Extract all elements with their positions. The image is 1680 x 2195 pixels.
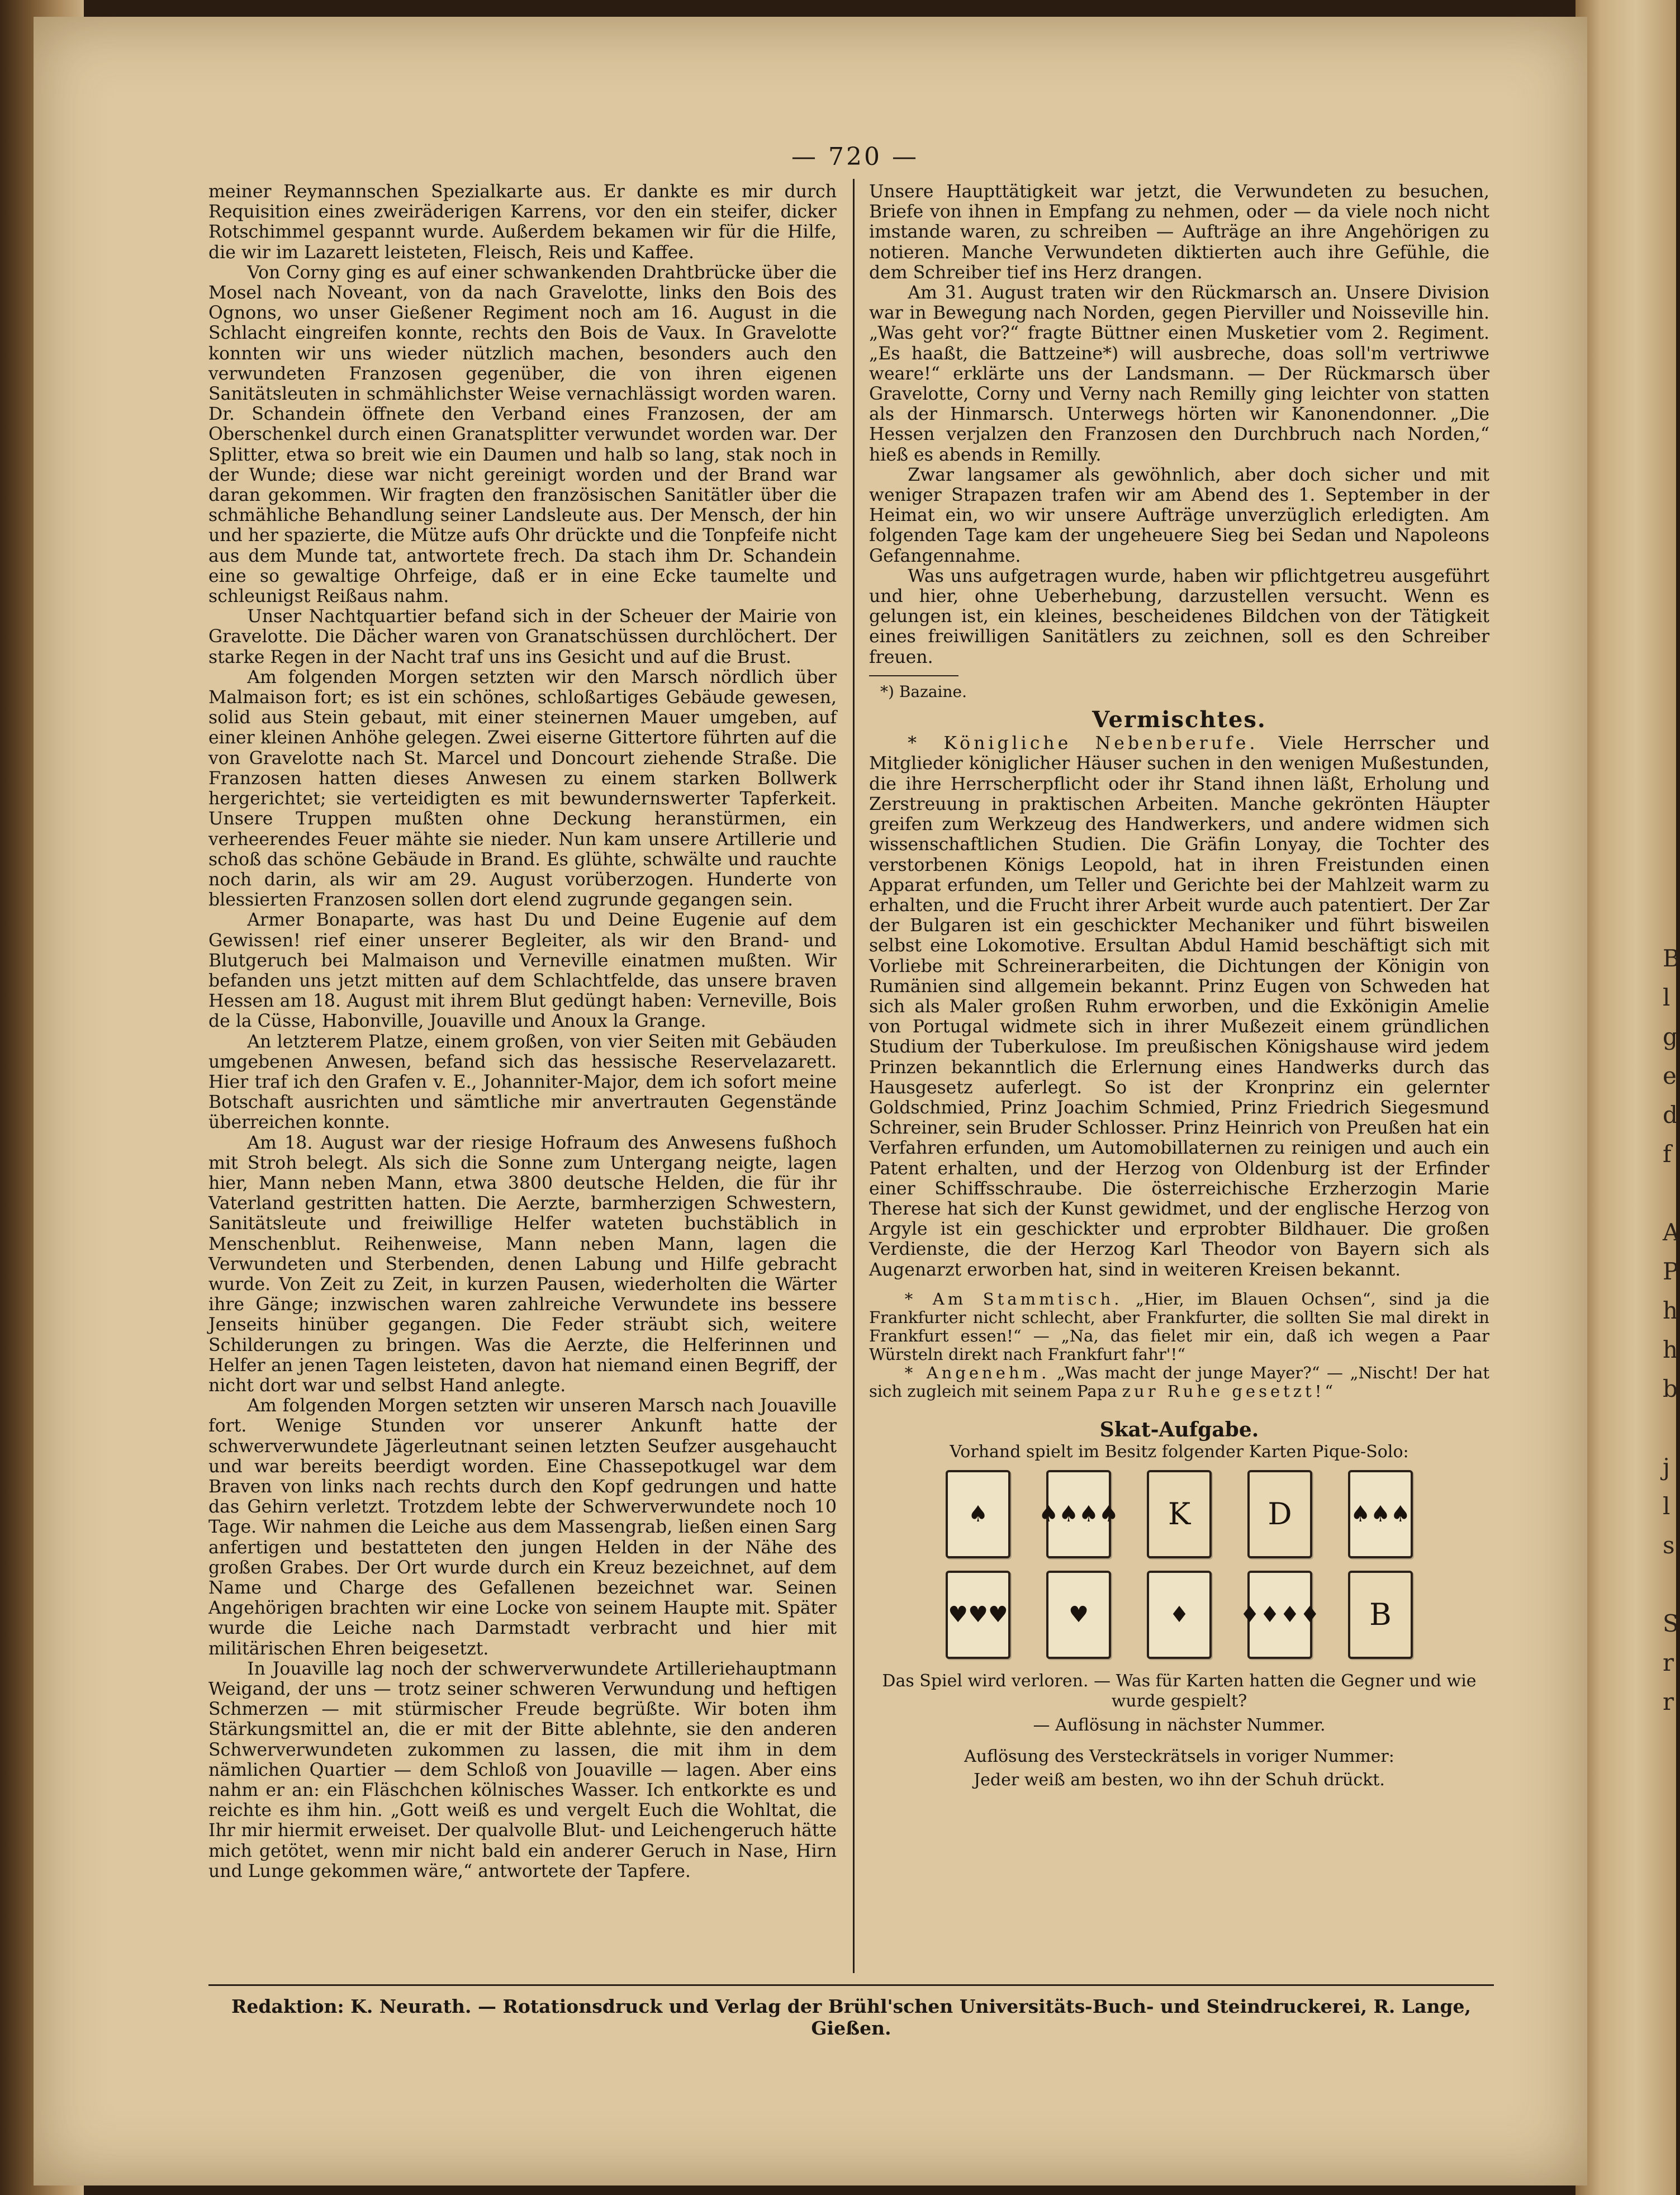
playing-card: ♦♦♦♦ bbox=[1247, 1571, 1312, 1659]
card-row-1 bbox=[869, 1470, 1489, 1558]
skat-question: Das Spiel wird verloren. — Was für Karten hatten die Gegner und wie wurde gespielt? bbox=[882, 1671, 1477, 1712]
paragraph: Zwar langsamer als gewöhnlich, aber doch sicher und mit weniger Strapazen trafen wir am Abend des 1. September in der Heimat ein, wo wir unsere Aufträge unverzüglich erledigten. Am folgenden Tage kam der ungeheuere Sieg bei Sedan und Napoleons Gefangennahme. bbox=[869, 464, 1489, 566]
playing-card: K bbox=[1147, 1470, 1212, 1558]
section-title: Vermischtes. bbox=[1092, 707, 1266, 733]
playing-card: B bbox=[1348, 1571, 1413, 1659]
paragraph: Unser Nachtquartier befand sich in der Scheuer der Mairie von Gravelotte. Die Dächer waren von Granatschüssen durchlöchert. Der starke Regen in der Nacht traf uns ins Gesicht und auf die Brust. bbox=[208, 606, 837, 667]
playing-card: ♠♠♠ bbox=[1348, 1470, 1413, 1558]
footnote-rule bbox=[869, 675, 958, 676]
news-item bbox=[869, 1290, 1489, 1364]
playing-card: ♥ bbox=[1046, 1571, 1111, 1659]
playing-card: ♠♠♠♠ bbox=[1046, 1470, 1111, 1558]
prev-solution-title: Auflösung des Versteckrätsels in voriger Nummer: bbox=[964, 1746, 1394, 1766]
paragraph: Am 31. August traten wir den Rückmarsch an. Unsere Division war in Bewegung nach Norden, gegen Pierviller und Noisseville hin. „Was geht vor?“ fragte Büttner einen Musketier vom 2. Regiment. „Es haaßt, die Battzeine*) will ausbreche, doas soll'm vertriwwe weare!“ erklärte uns der Landsmann. — Der Rückmarsch über Gravelotte, Corny und Verny nach Remilly ging leichter von statten als der Hinmarsch. Unterwegs hörten wir Kanonendonner. „Die Hessen verjalzen den Franzosen den Durchbruch nach Norden,“ hieß es abends in Remilly. bbox=[869, 283, 1489, 465]
paragraph: Am folgenden Morgen setzten wir unseren Marsch nach Jouaville fort. Wenige Stunden vor unserer Ankunft hatte der schwerverwundete Jägerleutnant seinen letzten Seufzer ausgehaucht und war bereits beerdigt worden. Eine Chassepotkugel war dem Braven von links nach rechts durch den Kopf gedrungen und hatte das Gehirn verletzt. Trotzdem lebte der Schwerverwundete noch 10 Tage. Wir nahmen die Leiche aus dem Massengrab, ließen einen Sarg anfertigen und bestatteten den jungen Helden in der Nähe des großen Grabes. Der Ort wurde durch ein Kreuz bezeichnet, auf dem Name und Charge des Gefallenen bezeichnet war. Seinen Angehörigen brachten wir eine Locke von seinem Haupte mit. Später wurde die Leiche nach Darmstadt verbracht und hier mit militärischen Ehren beigesetzt. bbox=[208, 1396, 837, 1659]
prev-solution-answer: Jeder weiß am besten, wo ihn der Schuh drückt. bbox=[974, 1770, 1385, 1790]
playing-card: D bbox=[1247, 1470, 1312, 1558]
item-tail: zur Ruhe gesetzt!“ bbox=[1122, 1381, 1337, 1401]
item-lead: * Am Stammtisch. bbox=[904, 1289, 1123, 1309]
book-gutter-right bbox=[1575, 0, 1680, 2195]
card-row-2 bbox=[869, 1571, 1489, 1659]
playing-card: ♦ bbox=[1147, 1571, 1212, 1659]
item-text: „Was macht der junge Mayer?“ — „Nischt! Der hat sich zugleich mit seinem Papa bbox=[869, 1363, 1489, 1401]
paragraph: Am folgenden Morgen setzten wir den Marsch nördlich über Malmaison fort; es ist ein schönes, schloßartiges Gebäude gewesen, solid aus Stein gebaut, mit einer steinernen Mauer umgeben, auf einer kleinen Anhöhe gelegen. Zwei eiserne Gittertore führten auf die von Gravelotte nach St. Marcel und Doncourt ziehende Straße. Die Franzosen hatten dieses Anwesen zu einem starken Bollwerk hergerichtet; sie verteidigten es mit bewundernswerter Tapferkeit. Unsere Truppen mußten ohne Deckung heranstürmen, ein verheerendes Feuer mähte sie nieder. Nun kam unsere Artillerie und schoß das schöne Gebäude in Brand. Es glühte, schwälte und rauchte noch darin, als wir am 29. August vorüberzogen. Hunderte von blessierten Franzosen sollen dort elend zugrunde gegangen sein. bbox=[208, 667, 837, 911]
paragraph: Was uns aufgetragen wurde, haben wir pflichtgetreu ausgeführt und hier, ohne Ueberhebung, darzustellen versucht. Wenn es gelungen ist, ein kleines, bescheidenes Bildchen von der Tätigkeit eines freiwilligen Sanitätlers zu zeichnen, soll es den Schreiber freuen. bbox=[869, 566, 1489, 667]
imprint-footer: Redaktion: K. Neurath. — Rotationsdruck und Verlag der Brühl'schen Universitäts-Buch- und Steindruckerei, R. Lange, Gießen. bbox=[231, 1995, 1472, 2039]
news-item bbox=[869, 1364, 1489, 1401]
paragraph: Unsere Haupttätigkeit war jetzt, die Verwundeten zu besuchen, Briefe von ihnen in Empfang zu nehmen, oder — da viele noch nicht imstande waren, zu schreiben — Aufträge an ihre Angehörigen zu notieren. Manche Verwundeten diktierten auch ihre Gefühle, die dem Schreiber tief ins Herz drangen. bbox=[869, 182, 1489, 283]
right-column bbox=[869, 182, 1489, 1965]
skat-title: Skat-Aufgabe. bbox=[1099, 1417, 1259, 1442]
skat-subtitle: Vorhand spielt im Besitz folgender Karten Pique-Solo: bbox=[950, 1442, 1409, 1462]
skat-resolution-note: — Auflösung in nächster Nummer. bbox=[1033, 1715, 1326, 1735]
paragraph: Von Corny ging es auf einer schwankenden Drahtbrücke über die Mosel nach Noveant, von da nach Gravelotte, links den Bois des Ognons, wo unser Gießener Regiment noch am 16. August in die Schlacht eingreifen konnte, rechts den Bois de Vaux. In Gravelotte konnten wir uns wieder nützlich machen, besonders auch den verwundeten Franzosen gegenüber, die von ihren eigenen Sanitätsleuten in schmählichster Weise vernachlässigt worden waren. Dr. Schandein öffnete den Verband eines Franzosen, der am Oberschenkel durch einen Granatsplitter verwundet worden war. Der Splitter, etwa so breit wie ein Daumen und halb so lang, stak noch in der Wunde; diese war nicht gereinigt worden und der Brand war daran gekommen. Wir fragten den französischen Sanitätler über die schmähliche Behandlung seiner Landsleute aus. Der Mensch, der hin und her spazierte, die Mütze aufs Ohr drückte und die Tonpfeife nicht aus dem Munde tat, antwortete frech. Da stach ihm Dr. Schandein eine so gewaltige Ohrfeige, daß er in eine Ecke taumelte und schleunigst Reißaus nahm. bbox=[208, 262, 837, 607]
news-item bbox=[869, 733, 1489, 1279]
item-lead: * Angenehm. bbox=[904, 1363, 1050, 1382]
next-page-edge-text: B l g e d f A P h h b j l s S r r bbox=[1663, 945, 1680, 1715]
paragraph: An letzterem Platze, einem großen, von vier Seiten mit Gebäuden umgebenen Anwesen, befand sich das hessische Reservelazarett. Hier traf ich den Grafen v. E., Johanniter-Major, dem ich sofort meine Botschaft ausrichten und sämtliche mir anvertrauten Gegenstände überreichen konnte. bbox=[208, 1031, 837, 1133]
item-text: Viele Herrscher und Mitglieder königlicher Häuser suchen in den wenigen Mußestunden, die ihre Herrscherpflicht oder ihr Stand ihnen läßt, Erholung und Zerstreuung in praktischen Arbeiten. Manche gekrönten Häupter greifen zum Werkzeug des Handwerkers, und andere widmen sich wissenschaftlichen Studien. Die Gräfin Lonyay, die Tochter des verstorbenen Königs Leopold, hat in ihren Freistunden einen Apparat erfunden, um Teller und Gerichte bei der Mahlzeit warm zu erhalten, und die Frucht ihrer Arbeit wurde auch patentiert. Der Zar der Bulgaren ist ein geschickter Mechaniker und führt bisweilen selbst eine Lokomotive. Ersultan Abdul Hamid beschäftigt sich mit Vorliebe mit Schreinerarbeiten, die Dichtungen der Königin von Rumänien sind allgemein bekannt. Prinz Eugen von Schweden hat sich als Maler großen Ruhm erworben, und die Exkönigin Amelie von Portugal widmete sich in ihrer Mußezeit einem gründlichen Studium der Tuberkulose. Im preußischen Königshause wird jedem Prinzen bekanntlich die Erlernung eines Handwerks durch das Hausgesetz auferlegt. So ist der Kronprinz ein gelernter Goldschmied, Prinz Joachim Schmied, Prinz Friedrich Siegesmund Schreiner, sein Bruder Schlosser. Prinz Heinrich von Preußen hat ein Verfahren erfunden, um Automobillaternen zu reinigen und auch ein Patent erhalten, und der Herzog von Oldenburg ist der Erfinder einer Schiffsschraube. Die österreichische Erzherzogin Marie Therese hat sich der Kunst gewidmet, und der englische Herzog von Argyle ist ein geschickter und erprobter Bildhauer. Die großen Verdienste, die der Herzog Karl Theodor von Bayern sich als Augenarzt erworben hat, sind in weiteren Kreisen bekannt. bbox=[869, 733, 1490, 1280]
footer-rule bbox=[208, 1984, 1494, 1986]
paragraph: Am 18. August war der riesige Hofraum des Anwesens fußhoch mit Stroh belegt. Als sich die Sonne zum Untergang neigte, lagen hier, Mann neben Mann, etwa 3800 deutsche Helden, die für ihr Vaterland gestritten hatten. Die Aerzte, barmherzigen Schwestern, Sanitätsleute und freiwillige Helfer wateten buchstäblich in Menschenblut. Reihenweise, Mann neben Mann, lagen die Verwundeten und Sterbenden, denen Labung und Hilfe gebracht wurde. Von Zeit zu Zeit, in kurzen Pausen, wiederholten die Wärter ihre Gänge; inzwischen waren zahlreiche Verwundete ins bessere Jenseits hinüber gegangen. Die Feder sträubt sich, weitere Schilderungen zu bringen. Was die Aerzte, die Helferinnen und Helfer an jenen Tagen leisteten, davon hat niemand einen Begriff, der nicht dort war und selbst Hand anlegte. bbox=[208, 1132, 837, 1396]
column-divider bbox=[853, 179, 855, 1973]
playing-card: ♥♥♥ bbox=[946, 1571, 1010, 1659]
playing-card: ♠ bbox=[946, 1470, 1010, 1558]
item-text: „Hier, im Blauen Ochsen“, sind ja die Frankfurter nicht schlecht, aber Frankfurter, die sollten Sie mal direkt in Frankfurt essen!“ — „Na, das fielet mir ein, daß ich wegen a Paar Würsteln direkt nach Frankfurt fahr'!“ bbox=[869, 1289, 1490, 1364]
left-column bbox=[208, 182, 837, 1965]
item-lead: * Königliche Nebenberufe. bbox=[908, 733, 1259, 754]
paragraph: Armer Bonaparte, was hast Du und Deine Eugenie auf dem Gewissen! rief einer unserer Begleiter, als wir den Brand- und Blutgeruch bei Malmaison und Verneville einatmen mußten. Wir befanden uns jetzt mitten auf dem Schlachtfelde, das unsere braven Hessen am 18. August mit ihrem Blut gedüngt haben: Verneville, Bois de la Cüsse, Habonville, Jouaville und Anoux la Grange. bbox=[208, 910, 837, 1032]
page-number: — 720 — bbox=[791, 143, 919, 171]
footnote: *) Bazaine. bbox=[880, 682, 967, 701]
paragraph: In Jouaville lag noch der schwerverwundete Artilleriehauptmann Weigand, der uns — trotz seiner schweren Verwundung und heftigen Schmerzen — mit stürmischer Freude begrüßte. Wir boten ihm Stärkungsmittel an, die er mit der Bitte ablehnte, sie den anderen Schwerverwundeten zukommen zu lassen, die mit ihm in dem nämlichen Quartier — dem Schloß von Jouaville — lagen. Aber eins nahm er an: ein Fläschchen kölnisches Wasser. Ich entkorkte es und reichte es ihm hin. „Gott weiß es und vergelt Euch die Wohltat, die Ihr mir hiermit erweiset. Der qualvolle Blut- und Leichengeruch hätte mich getötet, wenn mir nicht bald ein anderer Geruch in Nase, Hirn und Lunge gekommen wäre,“ antwortete der Tapfere. bbox=[208, 1658, 837, 1881]
paragraph: meiner Reymannschen Spezialkarte aus. Er dankte es mir durch Requisition eines zweiräderigen Karrens, vor den ein steifer, dicker Rotschimmel gespannt wurde. Außerdem bekamen wir für die Hilfe, die wir im Lazarett leisteten, Fleisch, Reis und Kaffee. bbox=[208, 182, 837, 263]
